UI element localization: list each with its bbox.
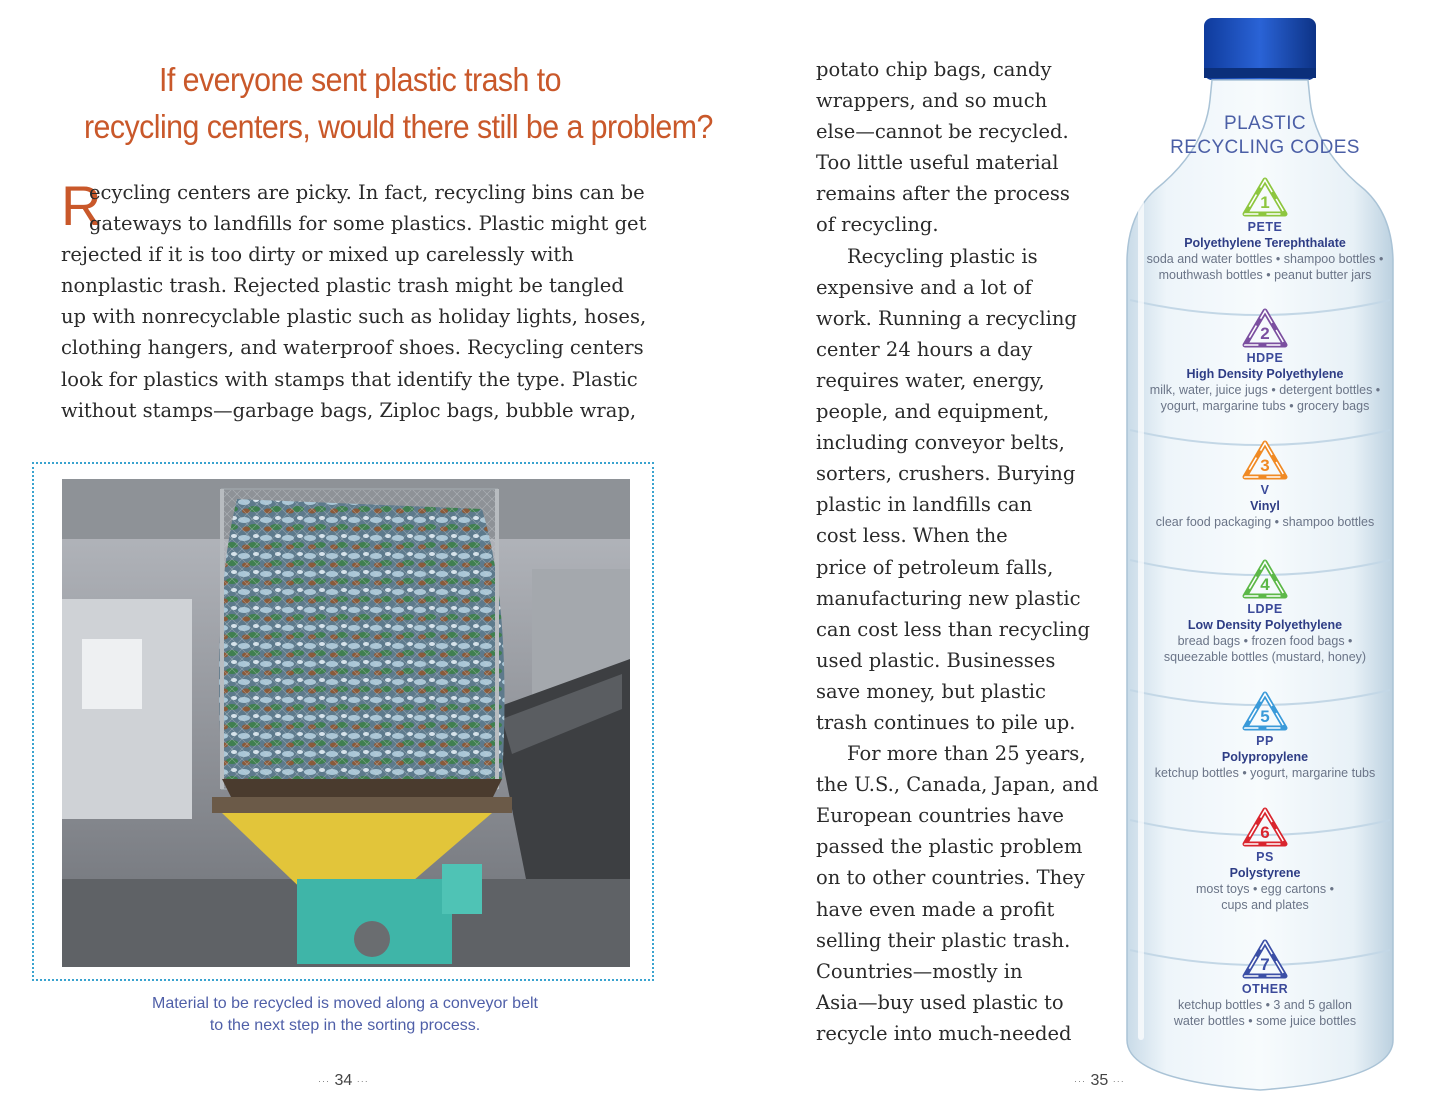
title-line: RECYCLING CODES xyxy=(1170,137,1360,158)
recycling-code-4 xyxy=(1110,558,1420,665)
body-line: clothing hangers, and waterproof shoes. Recycling centers xyxy=(61,336,644,360)
body-line: save money, but plastic xyxy=(816,679,1046,703)
recycling-code-5 xyxy=(1110,690,1420,781)
code-uses: mouthwash bottles • peanut butter jars xyxy=(1158,268,1372,282)
caption-line: to the next step in the sorting process. xyxy=(209,1017,481,1034)
body-line: without stamps—garbage bags, Ziploc bags, bubble wrap, xyxy=(61,398,637,422)
left-body-text xyxy=(61,174,647,426)
code-number: 2 xyxy=(1260,324,1270,343)
photo-frame xyxy=(32,462,654,981)
code-abbreviation: LDPE xyxy=(1247,602,1283,616)
body-line: trash continues to pile up. xyxy=(816,710,1076,734)
body-line: recycle into much-needed xyxy=(816,1021,1072,1045)
page-number-text: 35 xyxy=(1090,1072,1109,1089)
drop-cap: R xyxy=(61,174,102,237)
body-line: can cost less than recycling xyxy=(816,617,1091,641)
code-abbreviation: PETE xyxy=(1247,220,1283,234)
heading-line: If everyone sent plastic trash to xyxy=(159,61,561,98)
water-bottle-infographic xyxy=(1110,0,1420,1118)
page-number-34 xyxy=(318,1072,369,1090)
recycle-triangle-icon xyxy=(1241,307,1289,351)
body-line: requires water, energy, xyxy=(816,368,1045,392)
body-line: passed the plastic problem xyxy=(816,835,1083,859)
body-line: on to other countries. They xyxy=(816,866,1085,890)
folio-dots: ··· xyxy=(1112,1075,1125,1086)
recycling-bin-illustration xyxy=(62,479,630,967)
code-abbreviation: HDPE xyxy=(1246,351,1284,365)
recycle-triangle-icon xyxy=(1241,938,1289,982)
body-line: Recycling plastic is xyxy=(847,244,1038,268)
body-line: expensive and a lot of xyxy=(816,275,1032,299)
body-line: the U.S., Canada, Japan, and xyxy=(816,773,1099,797)
code-number: 6 xyxy=(1260,823,1270,842)
code-abbreviation: PS xyxy=(1256,850,1274,864)
body-line: have even made a profit xyxy=(816,897,1055,921)
body-line: center 24 hours a day xyxy=(816,337,1033,361)
body-line: else—cannot be recycled. xyxy=(816,120,1069,144)
left-page xyxy=(0,0,722,1118)
recycling-code-3 xyxy=(1110,439,1420,530)
code-number: 4 xyxy=(1260,575,1270,594)
code-uses: ketchup bottles • yogurt, margarine tubs xyxy=(1154,766,1376,780)
code-uses: bread bags • frozen food bags • xyxy=(1177,634,1353,648)
recycling-code-1 xyxy=(1110,176,1420,283)
body-line: manufacturing new plastic xyxy=(816,586,1081,610)
body-line: For more than 25 years, xyxy=(847,742,1086,766)
body-line: nonplastic trash. Rejected plastic trash might be tangled xyxy=(61,274,624,298)
code-abbreviation: OTHER xyxy=(1241,982,1289,996)
code-uses: most toys • egg cartons • xyxy=(1196,882,1334,896)
folio-dots: ··· xyxy=(318,1075,330,1086)
body-line: Countries—mostly in xyxy=(816,959,1023,983)
code-number: 1 xyxy=(1260,193,1270,212)
code-number: 7 xyxy=(1260,955,1270,974)
recycling-code-2 xyxy=(1110,307,1420,414)
caption-line: Material to be recycled is moved along a conveyor belt xyxy=(152,995,538,1012)
body-line: remains after the process xyxy=(816,182,1070,206)
page-number-text: 34 xyxy=(334,1072,353,1089)
code-uses: yogurt, margarine tubs • grocery bags xyxy=(1160,399,1370,413)
code-uses: soda and water bottles • shampoo bottles • xyxy=(1146,252,1384,266)
recycle-triangle-icon xyxy=(1241,806,1289,850)
recycle-triangle-icon xyxy=(1241,439,1289,483)
body-line: of recycling. xyxy=(816,213,939,237)
body-line: including conveyor belts, xyxy=(816,431,1065,455)
code-number: 5 xyxy=(1260,707,1270,726)
recycling-bin-photo xyxy=(62,479,630,967)
body-line: gateways to landfills for some plastics. Plastic might get xyxy=(89,212,647,236)
code-abbreviation: PP xyxy=(1256,734,1274,748)
recycling-codes-title xyxy=(1110,112,1420,160)
body-line: wrappers, and so much xyxy=(816,89,1048,113)
code-full-name: Polystyrene xyxy=(1229,866,1301,880)
code-uses: cups and plates xyxy=(1221,898,1309,912)
body-line: look for plastics with stamps that identify the type. Plastic xyxy=(61,367,638,391)
recycle-triangle-icon xyxy=(1241,176,1289,220)
body-line: selling their plastic trash. xyxy=(816,928,1071,952)
recycling-code-6 xyxy=(1110,806,1420,913)
recycle-triangle-icon xyxy=(1241,558,1289,602)
right-body-text xyxy=(816,54,1099,1049)
body-line: rejected if it is too dirty or mixed up carelessly with xyxy=(61,243,574,267)
code-full-name: High Density Polyethylene xyxy=(1186,367,1344,381)
body-line: up with nonrecyclable plastic such as holiday lights, hoses, xyxy=(61,305,647,329)
code-uses: clear food packaging • shampoo bottles xyxy=(1155,515,1375,529)
photo-caption xyxy=(100,993,590,1037)
code-full-name: Low Density Polyethylene xyxy=(1187,618,1343,632)
code-number: 3 xyxy=(1260,456,1270,475)
folio-dots: ··· xyxy=(356,1075,369,1086)
code-uses: milk, water, juice jugs • detergent bottles • xyxy=(1149,383,1381,397)
title-line: PLASTIC xyxy=(1224,113,1306,134)
body-line: potato chip bags, candy xyxy=(816,58,1052,81)
code-uses: squeezable bottles (mustard, honey) xyxy=(1163,650,1367,664)
body-line: cost less. When the xyxy=(816,524,1008,548)
code-uses: water bottles • some juice bottles xyxy=(1173,1014,1357,1028)
code-abbreviation: V xyxy=(1260,483,1270,497)
body-line: work. Running a recycling xyxy=(816,306,1077,330)
code-full-name: Vinyl xyxy=(1250,499,1280,513)
body-line: sorters, crushers. Burying xyxy=(816,462,1076,486)
code-uses: ketchup bottles • 3 and 5 gallon xyxy=(1178,998,1352,1012)
recycling-code-7 xyxy=(1110,938,1420,1029)
body-line: Too little useful material xyxy=(816,151,1059,175)
right-page xyxy=(722,0,1445,1118)
body-line: European countries have xyxy=(816,804,1064,828)
heading-line: recycling centers, would there still be a problem? xyxy=(84,108,713,145)
body-line: ecycling centers are picky. In fact, recycling bins can be xyxy=(89,181,645,204)
body-line: Asia—buy used plastic to xyxy=(816,990,1064,1014)
body-line: used plastic. Businesses xyxy=(816,648,1056,672)
code-full-name: Polypropylene xyxy=(1221,750,1309,764)
body-line: price of petroleum falls, xyxy=(816,555,1054,579)
folio-dots: ··· xyxy=(1074,1075,1086,1086)
body-line: people, and equipment, xyxy=(816,400,1050,424)
body-line: plastic in landfills can xyxy=(816,493,1033,517)
page-heading xyxy=(84,56,713,150)
recycle-triangle-icon xyxy=(1241,690,1289,734)
code-full-name: Polyethylene Terephthalate xyxy=(1184,236,1346,250)
